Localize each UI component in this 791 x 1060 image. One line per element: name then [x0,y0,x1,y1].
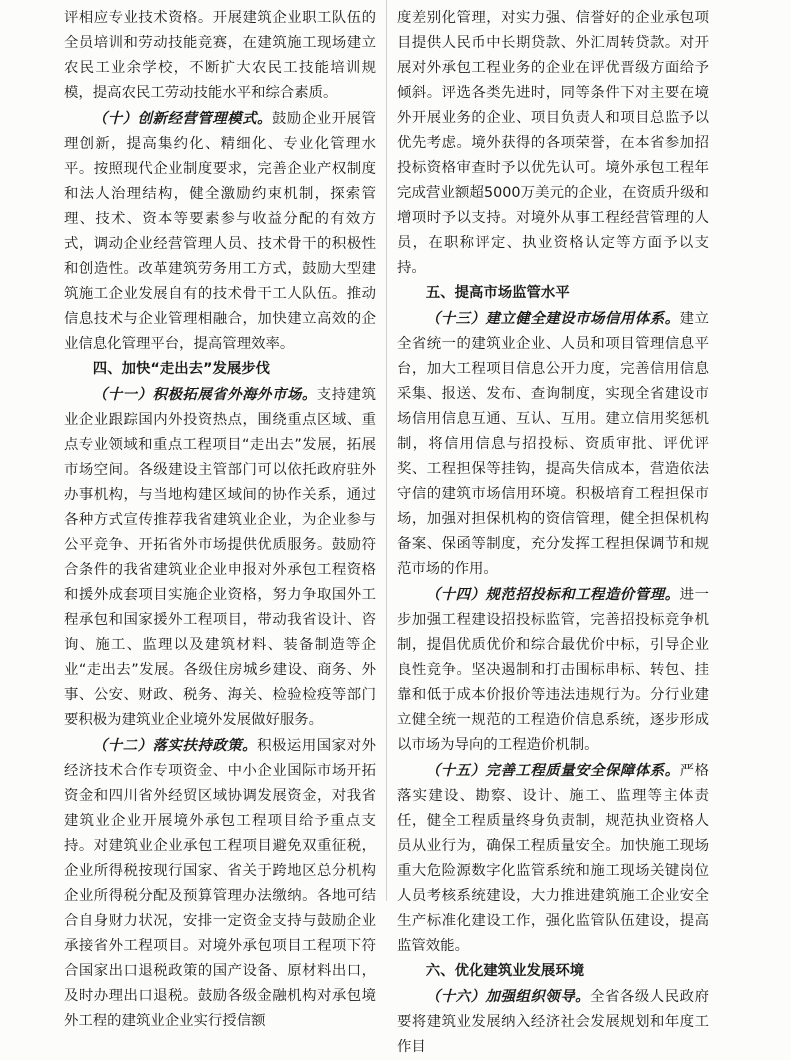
right-column [397,6,709,1060]
paragraph-14 [397,582,709,758]
paragraph-lead-12: （十二）落实扶持政策。 [92,737,258,754]
paragraph-12 [64,733,376,1034]
paragraph-continued [64,6,376,106]
section-heading-4: 四、加快“走出去”发展步伐 [92,361,271,377]
paragraph-lead-16: （十六）加强组织领导。 [425,988,591,1005]
paragraph-text: 严格落实建设、勘察、设计、施工、监理等主体责任，健全工程质量终身负责制，规范执业资格人员从业行为，确保工程质量安全。加快施工现场重大危险源数字化监管系统和施工现场关键岗位人员考核系统建设，大力推进建筑施工企业安全生产标准化建设工作，强化监管队伍建设，提高监管效能。 [397,763,709,954]
section-heading-5: 五、提高市场监管水平 [425,285,570,301]
paragraph-text: 支持建筑业企业跟踪国内外投资热点，围绕重点区域、重点专业领域和重点工程项目“走出去”发展，拓展市场空间。各级建设主管部门可以依托政府驻外办事机构，与当地构建区域间的协作关系，通过各种方式宣传推荐我省建筑业企业，为企业参与公平竞争、开拓省外市场提供优质服务。鼓励符合条件的我省建筑业企业申报对外承包工程资格和援外成套项目实施企业资格，努力争取国外工程承包和国家援外工程项目，带动我省设计、咨询、施工、监理以及建筑材料、装备制造等企业“走出去”发展。各级住房城乡建设、商务、外事、公安、财政、税务、海关、检验检疫等部门要积极为建筑业企业境外发展做好服务。 [64,387,376,728]
paragraph-continued [397,6,709,281]
left-column [64,6,376,1034]
paragraph-text: 全省各级人民政府要将建筑业发展纳入经济社会发展规划和年度工作目 [397,989,709,1055]
paragraph-16 [397,984,709,1060]
paragraph-lead-11: （十一）积极拓展省外海外市场。 [92,386,317,403]
paragraph-10 [64,106,376,357]
column-divider [386,0,387,901]
paragraph-13 [397,306,709,582]
paragraph-text: 评相应专业技术资格。开展建筑企业职工队伍的全员培训和劳动技能竞赛，在建筑施工现场建立农民工业余学校，不断扩大农民工技能培训规模，提高农民工劳动技能水平和综合素质。 [64,10,376,101]
paragraph-11 [64,382,376,733]
paragraph-text: 进一步加强工程建设招投标监管，完善招投标竞争机制，提倡优质优价和综合最优价中标，引导企业良性竞争。坚决遏制和打击围标串标、转包、挂靠和低于成本价报价等违法违规行为。分行业建立健全统一规范的工程造价信息系统，逐步形成以市场为导向的工程造价机制。 [397,587,709,753]
paragraph-lead-14: （十四）规范招投标和工程造价管理。 [425,586,680,603]
paragraph-text: 鼓励企业开展管理创新，提高集约化、精细化、专业化管理水平。按照现代企业制度要求，完善企业产权制度和法人治理结构，健全激励约束机制，探索管理、技术、资本等要素参与收益分配的有效方式，调动企业经营管理人员、技术骨干的积极性和创造性。改革建筑劳务用工方式，鼓励大型建筑施工企业发展自有的技术骨干工人队伍。推动信息技术与企业管理相融合，加快建立高效的企业信息化管理平台，提高管理效率。 [64,111,376,352]
paragraph-lead-15: （十五）完善工程质量安全保障体系。 [425,762,680,779]
paragraph-lead-13: （十三）建立健全建设市场信用体系。 [425,310,680,327]
paragraph-text: 积极运用国家对外经济技术合作专项资金、中小企业国际市场开拓资金和四川省外经贸区域协调发展资金，对我省建筑业企业开展境外承包工程项目给予重点支持。对建筑业企业承包工程项目避免双重征税，企业所得税按现行国家、省关于跨地区总分机构企业所得税分配及预算管理办法缴纳。各地可结合自身财力状况，安排一定资金支持与鼓励企业承接省外工程项目。对境外承包项目工程项下符合国家出口退税政策的国产设备、原材料出口，及时办理出口退税。鼓励各级金融机构对承包境外工程的建筑业企业实行授信额 [64,738,376,1029]
paragraph-15 [397,758,709,959]
paragraph-text: 度差别化管理，对实力强、信誉好的企业承包项目提供人民币中长期贷款、外汇周转贷款。对开展对外承包工程业务的企业在评优晋级方面给予倾斜。评选各类先进时，同等条件下对主要在境外开展业务的企业、项目负责人和项目总监予以优先考虑。境外获得的各项荣誉，在本省参加招投标资格审查时予以优先认可。境外承包工程年完成营业额超5000万美元的企业，在资质升级和增项时予以支持。对境外从事工程经营管理的人员，在职称评定、执业资格认定等方面予以支持。 [397,10,709,276]
section-heading-6: 六、优化建筑业发展环境 [425,963,585,979]
paragraph-text: 建立全省统一的建筑业企业、人员和项目管理信息平台，加大工程项目信息公开力度，完善信用信息采集、报送、发布、查询制度，实现全省建设市场信用信息互通、互认、互用。建立信用奖惩机制，将信用信息与招投标、资质审批、评优评奖、工程担保等挂钩，提高失信成本，营造依法守信的建筑市场信用环境。积极培育工程担保市场，加强对担保机构的资信管理，健全担保机构备案、保函等制度，充分发挥工程担保调节和规范市场的作用。 [397,311,709,577]
paragraph-lead-10: （十）创新经营管理模式。 [92,110,272,127]
